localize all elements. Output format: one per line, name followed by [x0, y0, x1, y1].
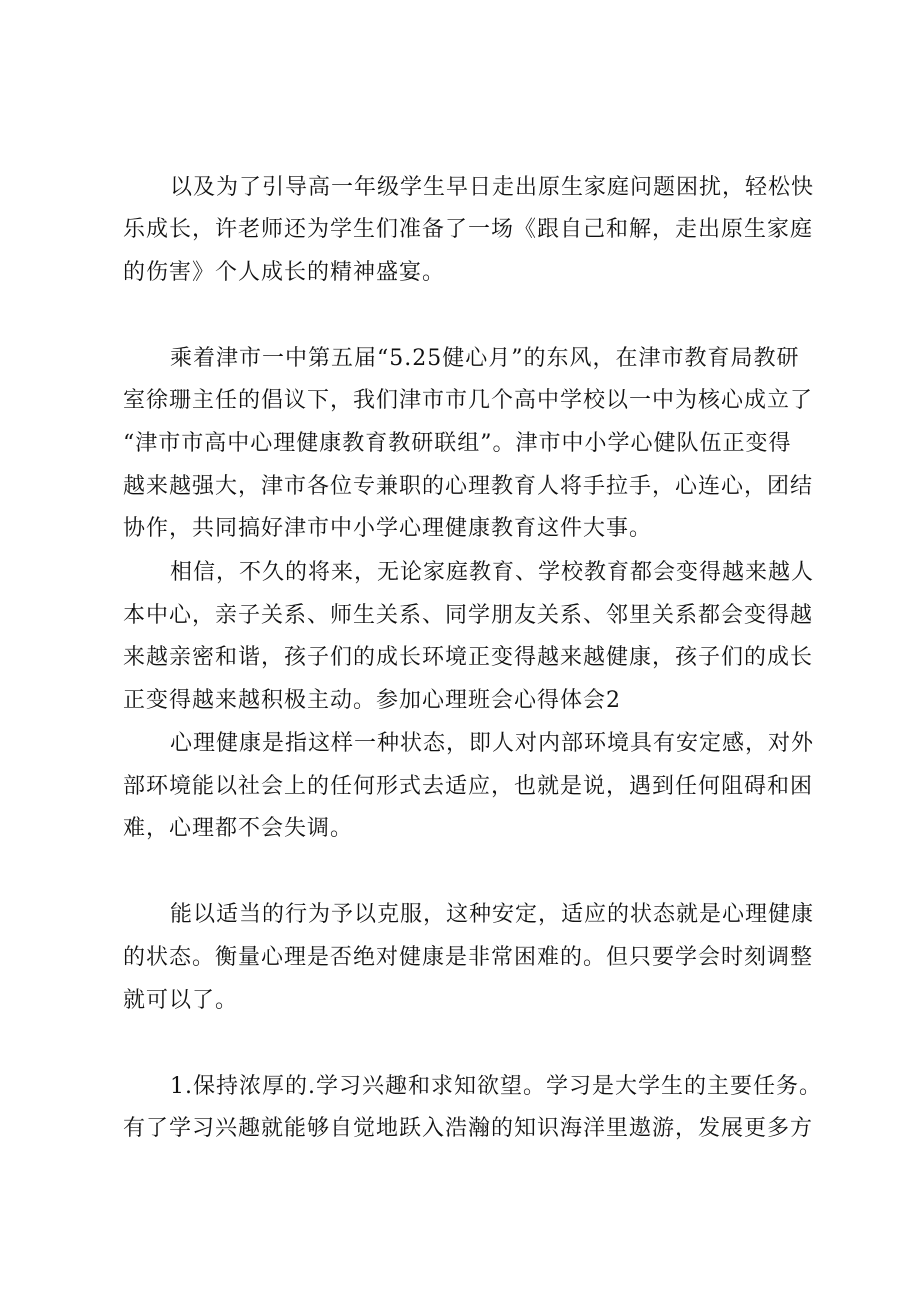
text-line: 的状态。衡量心理是否绝对健康是非常困难的。但只要学会时刻调整 — [123, 945, 814, 970]
text-line: 1.保持浓厚的.学习兴趣和求知欲望。学习是大学生的主要任务。 — [170, 1074, 822, 1099]
text-line: 本中心，亲子关系、师生关系、同学朋友关系、邻里关系都会变得越 — [123, 603, 814, 628]
text-line: 协作，共同搞好津市中小学心理健康教育这件大事。 — [123, 516, 653, 541]
text-line: 室徐珊主任的倡议下，我们津市市几个高中学校以一中为核心成立了 — [123, 388, 814, 413]
text-line: 难，心理都不会失调。 — [123, 816, 354, 841]
text-line: 部环境能以社会上的任何形式去适应，也就是说，遇到任何阻碍和困 — [123, 774, 814, 799]
text-line: 以及为了引导高一年级学生早日走出原生家庭问题困扰，轻松快 — [170, 175, 815, 200]
text-line: 越来越强大，津市各位专兼职的心理教育人将手拉手，心连心，团结 — [123, 474, 814, 499]
text-line: 能以适当的行为予以克服，这种安定，适应的状态就是心理健康 — [170, 902, 815, 927]
text-line: 的伤害》个人成长的精神盛宴。 — [123, 260, 446, 285]
text-line: “津市市高中心理健康教育教研联组”。津市中小学心健队伍正变得 — [123, 431, 792, 456]
text-line: 来越亲密和谐，孩子们的成长环境正变得越来越健康，孩子们的成长 — [123, 645, 814, 670]
text-line: 相信，不久的将来，无论家庭教育、学校教育都会变得越来越人 — [170, 560, 815, 585]
text-line: 心理健康是指这样一种状态，即人对内部环境具有安定感，对外 — [170, 731, 815, 756]
text-line: 就可以了。 — [123, 988, 239, 1013]
text-line: 乐成长，许老师还为学生们准备了一场《跟自己和解，走出原生家庭 — [123, 217, 814, 242]
text-line: 有了学习兴趣就能够自觉地跃入浩瀚的知识海洋里遨游，发展更多方 — [123, 1116, 814, 1141]
text-line: 乘着津市一中第五届“5.25健心月”的东风，在津市教育局教研 — [170, 346, 800, 371]
text-line: 正变得越来越积极主动。参加心理班会心得体会2 — [123, 688, 621, 713]
